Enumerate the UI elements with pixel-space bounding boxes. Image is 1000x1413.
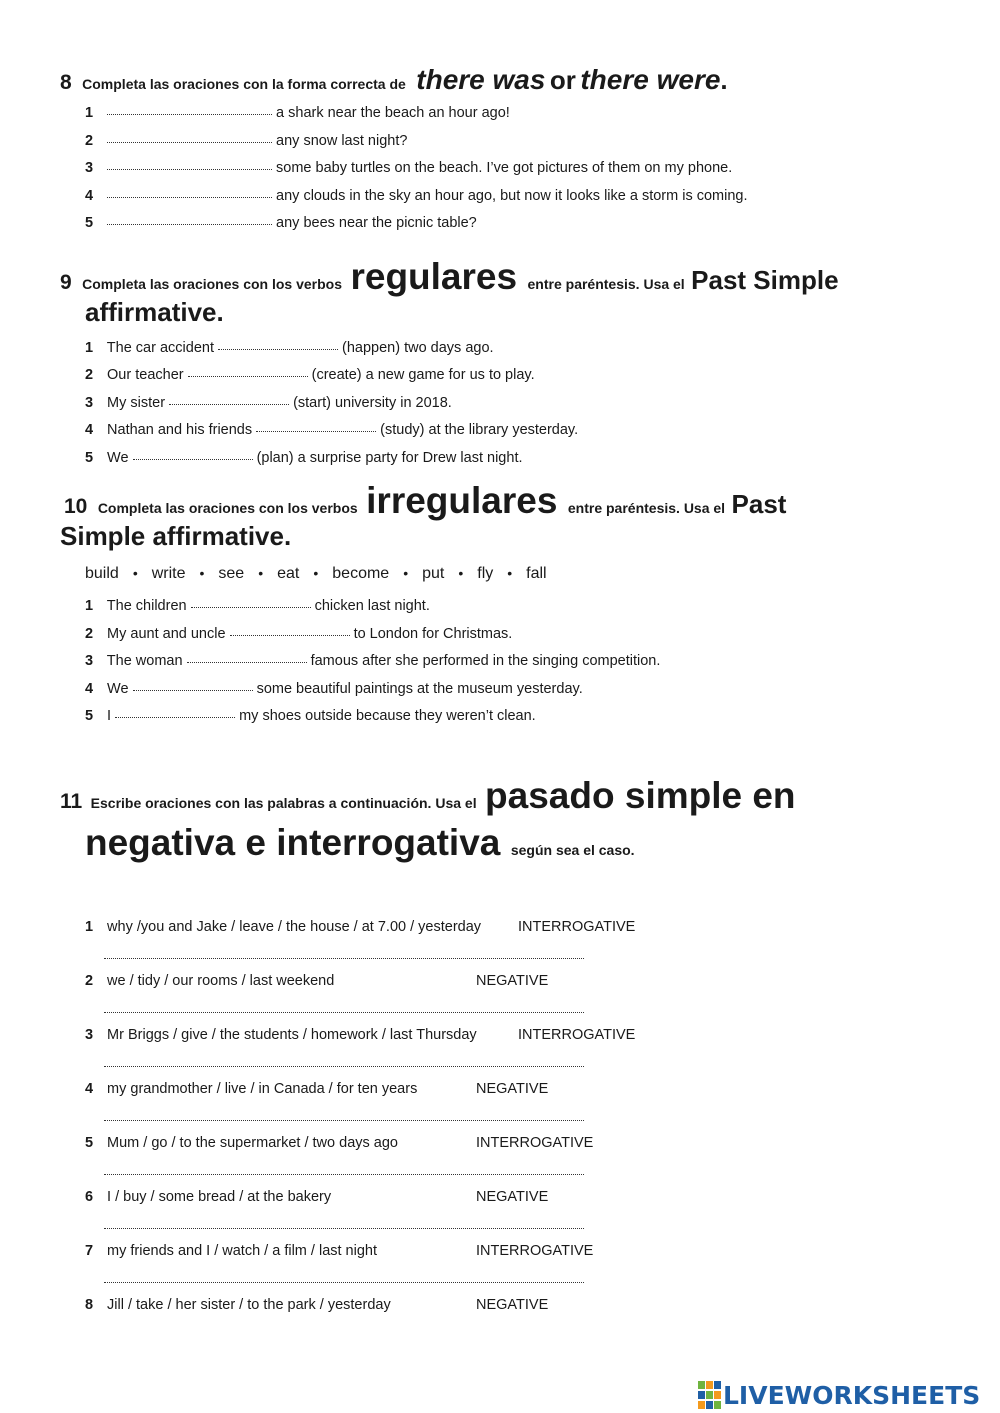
- item-prompt: Mum / go / to the supermarket / two days ago: [107, 1135, 398, 1151]
- sentence-type-label: NEGATIVE: [476, 1297, 549, 1313]
- bullet-separator: •: [403, 565, 409, 581]
- section-number: 11: [60, 790, 83, 813]
- bullet-separator: •: [313, 565, 319, 581]
- item-text: any bees near the picnic table?: [276, 215, 477, 231]
- item-text-before: My sister: [107, 395, 166, 411]
- sentence-type-label: INTERROGATIVE: [476, 1135, 594, 1151]
- answer-blank[interactable]: [133, 689, 253, 691]
- instruction-text: Completa las oraciones con la forma correcta de: [82, 76, 406, 92]
- exercise-item: [85, 598, 430, 614]
- item-text-before: My aunt and uncle: [107, 626, 226, 642]
- heading-period: .: [720, 65, 728, 95]
- exercise-item: [85, 681, 583, 697]
- emphasis-keyword: negativa e interrogativa: [85, 822, 501, 863]
- heading-continuation: Simple affirmative.: [60, 521, 292, 551]
- item-text-after: (happen) two days ago.: [342, 340, 494, 356]
- item-number: 2: [85, 973, 94, 989]
- answer-blank[interactable]: [107, 113, 272, 115]
- item-text-after: chicken last night.: [314, 598, 430, 614]
- word-bank-item: build: [85, 565, 119, 582]
- item-number: 5: [85, 215, 94, 231]
- item-text: some baby turtles on the beach. I’ve got pictures of them on my phone.: [276, 160, 733, 176]
- answer-blank[interactable]: [256, 430, 376, 432]
- word-bank-item: write: [151, 565, 186, 582]
- instruction-text: Completa las oraciones con los verbos: [82, 276, 343, 292]
- item-prompt: Jill / take / her sister / to the park / yesterday: [107, 1297, 391, 1313]
- instruction-text: Escribe oraciones con las palabras a continuación. Usa el: [90, 795, 477, 811]
- exercise-item: [85, 1081, 417, 1097]
- answer-line[interactable]: [104, 1174, 584, 1175]
- heading-continuation: affirmative.: [85, 297, 224, 327]
- exercise-item: [85, 105, 510, 121]
- heading-continuation: [85, 822, 635, 864]
- item-text-before: Our teacher: [107, 367, 184, 383]
- section-number: 10: [64, 495, 88, 518]
- sentence-type-label: INTERROGATIVE: [476, 1243, 594, 1259]
- word-bank-item: become: [332, 565, 390, 582]
- item-text-before: The car accident: [106, 340, 214, 356]
- item-prompt: Mr Briggs / give / the students / homework / last Thursday: [107, 1027, 477, 1043]
- bullet-separator: •: [199, 565, 205, 581]
- item-text-before: We: [107, 681, 129, 697]
- bullet-separator: •: [132, 565, 138, 581]
- bullet-separator: •: [258, 565, 264, 581]
- exercise-item: [85, 422, 578, 438]
- answer-line[interactable]: [104, 958, 584, 959]
- item-text-after: to London for Christmas.: [353, 626, 513, 642]
- item-number: 3: [85, 653, 94, 669]
- answer-line[interactable]: [104, 1066, 584, 1067]
- emphasis-keyword: pasado simple en: [485, 775, 796, 816]
- item-text-before: We: [107, 450, 129, 466]
- exercise-item: [85, 919, 481, 935]
- word-bank-item: fly: [477, 565, 494, 582]
- exercise-item: [85, 1135, 398, 1151]
- exercise-item: [85, 973, 334, 989]
- item-number: 2: [85, 367, 94, 383]
- sentence-type-label: NEGATIVE: [476, 1081, 549, 1097]
- section-9-heading: [60, 256, 839, 298]
- exercise-item: [85, 160, 732, 176]
- item-text-after: (study) at the library yesterday.: [380, 422, 579, 438]
- answer-blank[interactable]: [187, 661, 307, 663]
- sentence-type-label: INTERROGATIVE: [518, 1027, 636, 1043]
- logo-grid-icon: [697, 1380, 723, 1410]
- answer-blank[interactable]: [218, 348, 338, 350]
- exercise-item: [85, 1027, 477, 1043]
- word-bank-item: put: [422, 565, 445, 582]
- item-number: 2: [85, 626, 94, 642]
- sentence-type-label: NEGATIVE: [476, 973, 549, 989]
- section-number: 9: [60, 271, 72, 294]
- item-number: 5: [85, 1135, 94, 1151]
- item-prompt: my friends and I / watch / a film / last night: [107, 1243, 378, 1259]
- section-8-heading: [60, 64, 728, 96]
- exercise-item: [85, 653, 660, 669]
- answer-blank[interactable]: [115, 716, 235, 718]
- exercise-item: [85, 340, 494, 356]
- emphasis-phrase: there were: [580, 64, 721, 95]
- item-number: 1: [85, 598, 94, 614]
- item-text: a shark near the beach an hour ago!: [276, 105, 510, 121]
- word-bank-item: fall: [526, 565, 547, 582]
- item-number: 5: [85, 708, 94, 724]
- item-text-before: Nathan and his friends: [107, 422, 253, 438]
- emphasis-phrase: there was: [416, 64, 546, 95]
- item-prompt: we / tidy / our rooms / last weekend: [107, 973, 335, 989]
- item-text-after: (start) university in 2018.: [293, 395, 452, 411]
- emphasis-keyword: irregulares: [366, 480, 558, 521]
- exercise-item: [85, 395, 452, 411]
- emphasis-phrase: Past: [731, 489, 787, 519]
- answer-blank[interactable]: [107, 168, 272, 170]
- item-prompt: my grandmother / live / in Canada / for ten years: [107, 1081, 418, 1097]
- bullet-separator: •: [507, 565, 513, 581]
- exercise-item: [85, 626, 512, 642]
- answer-blank[interactable]: [107, 196, 272, 198]
- item-text: any clouds in the sky an hour ago, but now it looks like a storm is coming.: [276, 188, 748, 204]
- answer-blank[interactable]: [230, 634, 350, 636]
- item-number: 5: [85, 450, 94, 466]
- item-number: 4: [85, 422, 94, 438]
- bullet-separator: •: [458, 565, 464, 581]
- exercise-item: [85, 1189, 331, 1205]
- item-prompt: why /you and Jake / leave / the house / at 7.00 / yesterday: [107, 919, 482, 935]
- section-11-heading: [60, 775, 796, 817]
- item-prompt: I / buy / some bread / at the bakery: [107, 1189, 332, 1205]
- item-text-after: famous after she performed in the singing competition.: [310, 653, 661, 669]
- answer-line[interactable]: [104, 1012, 584, 1013]
- section-10-heading: [64, 480, 786, 522]
- exercise-item: [85, 367, 535, 383]
- instruction-text: entre paréntesis. Usa el: [527, 276, 685, 292]
- answer-blank[interactable]: [107, 141, 272, 143]
- sentence-type-label: INTERROGATIVE: [518, 919, 636, 935]
- emphasis-keyword: regulares: [350, 256, 518, 297]
- exercise-item: [85, 133, 407, 149]
- item-text-after: my shoes outside because they weren’t clean.: [239, 708, 536, 724]
- item-number: 3: [85, 160, 94, 176]
- item-text-after: some beautiful paintings at the museum yesterday.: [256, 681, 583, 697]
- item-text-before: The woman: [106, 653, 183, 669]
- item-number: 1: [85, 105, 94, 121]
- item-number: 4: [85, 188, 94, 204]
- item-number: 1: [85, 919, 94, 935]
- item-number: 3: [85, 1027, 94, 1043]
- answer-blank[interactable]: [191, 606, 311, 608]
- item-text: any snow last night?: [276, 133, 408, 149]
- answer-blank[interactable]: [107, 223, 272, 225]
- item-number: 1: [85, 340, 94, 356]
- word-bank-item: eat: [277, 565, 300, 582]
- word-bank-item: see: [218, 565, 245, 582]
- item-number: 4: [85, 681, 94, 697]
- exercise-item: [85, 215, 477, 231]
- item-text-after: (plan) a surprise party for Drew last night.: [256, 450, 523, 466]
- item-text-after: (create) a new game for us to play.: [311, 367, 535, 383]
- answer-line[interactable]: [104, 1120, 584, 1121]
- answer-blank[interactable]: [188, 375, 308, 377]
- emphasis-phrase: Past Simple: [691, 265, 839, 295]
- answer-line[interactable]: [104, 1228, 584, 1229]
- instruction-text: Completa las oraciones con los verbos: [97, 500, 358, 516]
- instruction-text: entre paréntesis. Usa el: [567, 500, 726, 516]
- answer-blank[interactable]: [133, 458, 253, 460]
- word-bank: [85, 565, 547, 583]
- exercise-item: [85, 1297, 391, 1313]
- exercise-item: [85, 708, 536, 724]
- item-number: 6: [85, 1189, 94, 1205]
- exercise-item: [85, 1243, 377, 1259]
- exercise-item: [85, 450, 523, 466]
- emphasis-connector: or: [549, 65, 576, 95]
- logo-text: LIVEWORKSHEETS: [723, 1380, 981, 1410]
- liveworksheets-logo[interactable]: [697, 1378, 980, 1412]
- sentence-type-label: NEGATIVE: [476, 1189, 549, 1205]
- section-number: 8: [60, 71, 72, 94]
- item-text-before: I: [107, 708, 112, 724]
- item-number: 2: [85, 133, 94, 149]
- answer-line[interactable]: [104, 1282, 584, 1283]
- exercise-item: [85, 188, 748, 204]
- item-number: 4: [85, 1081, 94, 1097]
- item-number: 8: [85, 1297, 94, 1313]
- item-text-before: The children: [106, 598, 187, 614]
- instruction-text: según sea el caso.: [510, 842, 635, 858]
- item-number: 3: [85, 395, 94, 411]
- item-number: 7: [85, 1243, 94, 1259]
- answer-blank[interactable]: [169, 403, 289, 405]
